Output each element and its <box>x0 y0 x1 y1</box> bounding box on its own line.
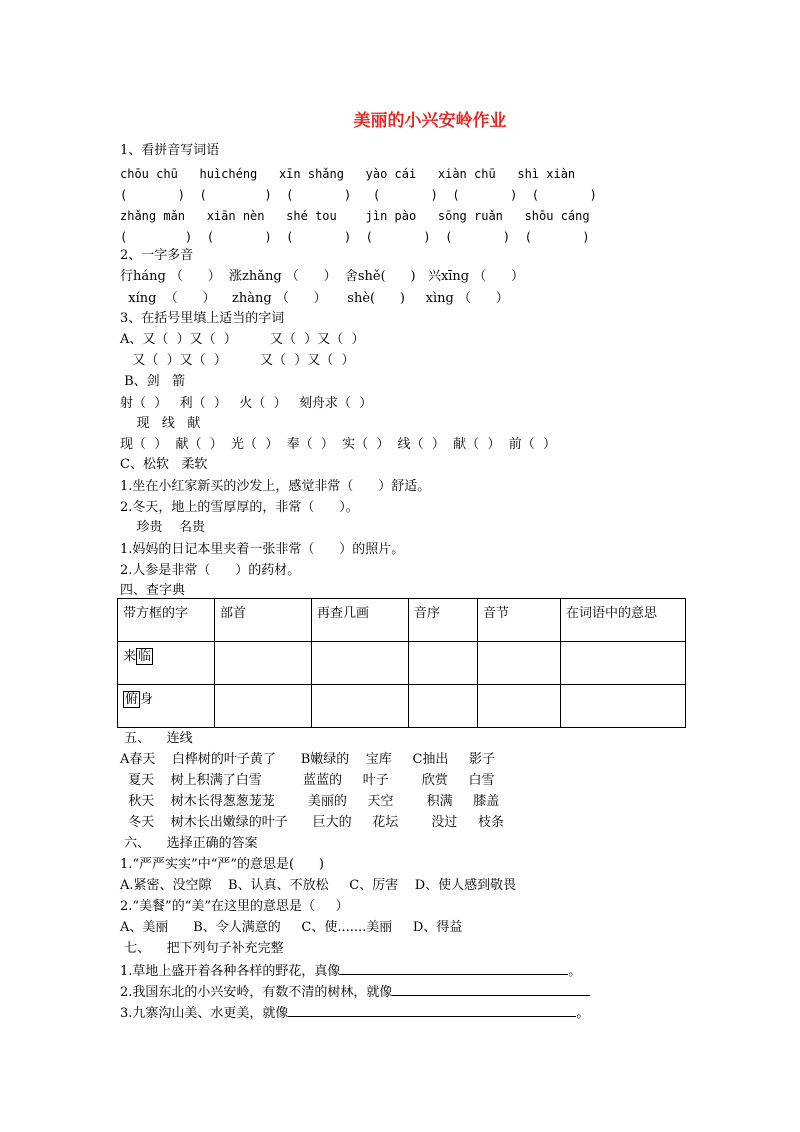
answer-cell[interactable] <box>561 642 686 685</box>
section3-d-label: 珍贵 名贵 <box>120 520 206 535</box>
blank-row-2: ( ) ( ) ( ) ( ) ( ) ( ) <box>120 230 590 244</box>
section3-c-label: C、松软 柔软 <box>120 457 208 472</box>
table-row <box>118 642 686 685</box>
section3-b-row-1: 射（ ） 利（ ） 火（ ） 刻舟求（ ） <box>120 396 373 411</box>
polyphone-row-1: 行háng （ ） 涨zhǎng （ ） 舍shě( ) 兴xīng （ ） <box>120 269 525 284</box>
choice-options-2: A、美丽 B、令人满意的 C、使.......美丽 D、得益 <box>120 920 463 935</box>
choice-question-2: 2.“美餐”的“美”在这里的意思是（ ） <box>120 899 349 914</box>
complete-sentence-1 <box>120 962 581 980</box>
section3-c-q2: 2.冬天，地上的雪厚厚的，非常（ ）。 <box>120 500 359 515</box>
complete-sentence-3 <box>120 1004 589 1022</box>
section2-heading: 2、一字多音 <box>120 248 194 263</box>
sentence-text: 3.九寨沟山美、水更美，就像 <box>120 1006 289 1021</box>
choice-question-1: 1.“严严实实”中“严”的意思是( ) <box>120 857 324 872</box>
polyphone-row-2: xíng （ ） zhàng （ ） shè( ) xìng （ ） <box>120 291 509 306</box>
section3-a-row-2: 又（ ）又（ ） 又（ ）又（ ） <box>120 353 355 368</box>
header-cell: 在词语中的意思 <box>561 599 686 642</box>
sentence-end: 。 <box>576 1006 590 1021</box>
choice-options-1: A.紧密、没空隙 B、认真、不放松 C、厉害 D、使人感到敬畏 <box>120 878 517 893</box>
table-row <box>118 685 686 728</box>
table-header-row <box>118 599 686 642</box>
section3-a-row-1: A、又（ ）又（ ） 又（ ）又（ ） <box>120 332 365 347</box>
sentence-text: 1.草地上盛开着各种各样的野花，真像 <box>120 964 341 979</box>
answer-line[interactable] <box>288 1004 576 1017</box>
answer-line[interactable] <box>340 962 568 975</box>
answer-cell[interactable] <box>409 642 478 685</box>
word-cell <box>118 685 215 728</box>
section4-heading: 四、查字典 <box>120 583 186 598</box>
sentence-end: 。 <box>568 964 582 979</box>
section3-b-row-2: 现（ ） 献（ ） 光（ ） 奉（ ） 实（ ） 线（ ） 献（ ） 前（ ） <box>120 437 556 452</box>
sentence-text: 2.我国东北的小兴安岭，有数不清的树林，就像 <box>120 985 393 1000</box>
header-cell: 再查几画 <box>312 599 409 642</box>
pinyin-row-2: zhǎng mǎn xiān nèn shé tou jìn pào sōng ruǎn shōu cáng <box>120 209 590 223</box>
header-cell: 带方框的字 <box>118 599 215 642</box>
matching-row: A春天 白桦树的叶子黄了 B嫩绿的 宝库 C抽出 影子 <box>120 752 496 767</box>
answer-cell[interactable] <box>478 642 561 685</box>
answer-cell[interactable] <box>478 685 561 728</box>
answer-cell[interactable] <box>561 685 686 728</box>
word-suffix: 身 <box>140 692 154 707</box>
dictionary-table <box>117 598 686 728</box>
section3-d-q1: 1.妈妈的日记本里夹着一张非常（ ）的照片。 <box>120 542 405 557</box>
blank-row-1: ( ) ( ) ( ) ( ) ( ) ( ) <box>120 188 597 202</box>
boxed-char: 临 <box>138 649 152 664</box>
answer-cell[interactable] <box>312 642 409 685</box>
complete-sentence-2 <box>120 983 590 1001</box>
word-cell <box>118 642 215 685</box>
header-cell: 部首 <box>215 599 312 642</box>
answer-cell[interactable] <box>215 685 312 728</box>
section3-c-q1: 1.坐在小红家新买的沙发上，感觉非常（ ）舒适。 <box>120 479 431 494</box>
section6-heading: 六、 选择正确的答案 <box>120 836 258 851</box>
matching-row: 夏天 树上积满了白雪 蓝蓝的 叶子 欣赏 白雪 <box>120 773 495 788</box>
answer-cell[interactable] <box>312 685 409 728</box>
answer-cell[interactable] <box>409 685 478 728</box>
answer-cell[interactable] <box>215 642 312 685</box>
section7-heading: 七、 把下列句子补充完整 <box>120 941 284 956</box>
section3-b-label: B、剑 箭 <box>120 374 186 389</box>
section5-heading: 五、 连线 <box>120 731 193 746</box>
section3-d-q2: 2.人参是非常（ ）的药材。 <box>120 563 301 578</box>
word-prefix: 来 <box>123 649 137 664</box>
header-cell: 音序 <box>409 599 478 642</box>
page-title: 美丽的小兴安岭作业 <box>353 111 507 131</box>
section1-heading: 1、看拼音写词语 <box>120 143 220 158</box>
pinyin-row-1: chōu chū huìchéng xīn shǎng yào cái xiàn chū shì xiàn <box>120 167 576 181</box>
header-cell: 音节 <box>478 599 561 642</box>
answer-line[interactable] <box>392 983 590 996</box>
matching-row: 秋天 树木长得葱葱茏茏 美丽的 天空 积满 膝盖 <box>120 794 500 809</box>
boxed-char: 俯 <box>125 692 139 707</box>
matching-row: 冬天 树木长出嫩绿的叶子 巨大的 花坛 没过 枝条 <box>120 815 504 830</box>
section3-b2-label: 现 线 献 <box>120 416 201 431</box>
section3-heading: 3、在括号里填上适当的字词 <box>120 311 285 326</box>
